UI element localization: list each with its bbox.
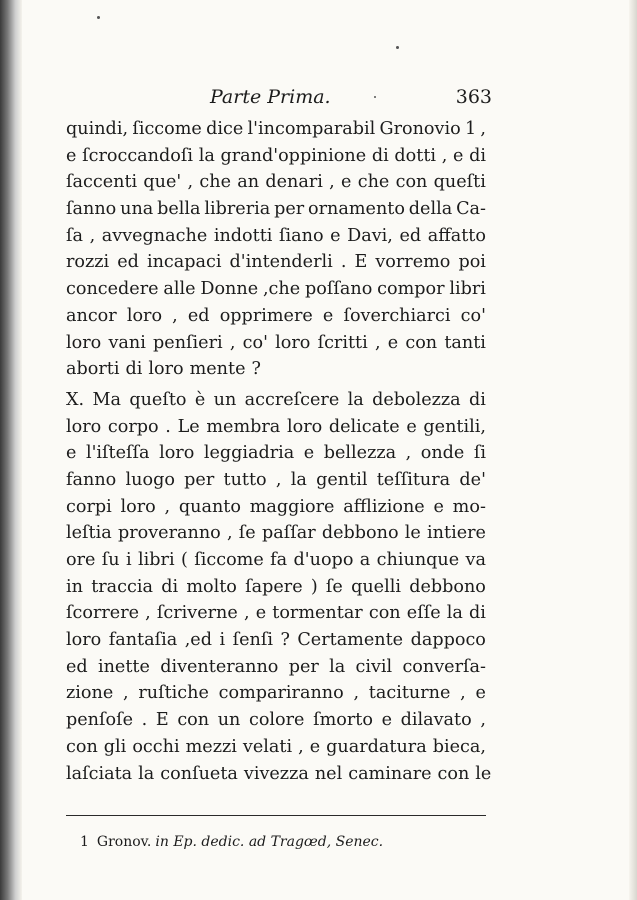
text-line: fanno luogo per tutto , la gentil teſſitura de' <box>66 469 486 490</box>
text-line: ſa , avvegnache indotti ſiano e Davi, ed affatto <box>66 225 486 246</box>
page-edge <box>629 0 637 900</box>
text-line: ed inette diventeranno per la civil converſa- <box>66 656 486 677</box>
footnote-rule <box>66 815 486 816</box>
text-line: aborti di loro mente ? <box>66 359 261 380</box>
text-line: e l'iſteſſa loro leggiadria e bellezza , onde ſi <box>66 443 486 464</box>
page-number: 363 <box>455 86 492 108</box>
ink-speck <box>396 46 399 49</box>
text-line: ancor loro , ed opprimere e ſoverchiarci co' <box>66 305 486 326</box>
text-line: laſciata la conſueta vivezza nel caminare con le <box>66 763 492 784</box>
running-header <box>70 86 490 114</box>
footnote-number: 1 <box>80 834 89 850</box>
text-line: in traccia di molto ſapere ) ſe quelli debbono <box>66 576 486 597</box>
text-line: concedere alle Donne ,che poſſano compor libri <box>66 279 486 300</box>
text-line: con gli occhi mezzi velati , e guardatura bieca, <box>66 736 486 757</box>
text-line: loro fantaſia ,ed i ſenſi ? Certamente dappoco <box>66 630 486 651</box>
running-title: Parte Prima. <box>210 86 331 108</box>
binding-shadow <box>0 0 22 900</box>
text-line: quindi, ſiccome dice l'incomparabil Gronovio 1 , <box>66 119 486 139</box>
text-line: zione , ruſtiche compariranno , taciturne , e <box>66 683 486 704</box>
text-line: loro vani penſieri , co' loro ſcritti , e con tanti <box>66 332 486 353</box>
text-line: ſcorrere , ſcriverne , e tormentar con eſſe la di <box>66 603 486 624</box>
text-line: ore ſu i libri ( ſiccome fa d'uopo a chiunque va <box>66 550 486 570</box>
text-line: rozzi ed incapaci d'intenderli . E vorremo poi <box>66 252 486 273</box>
text-line: X. Ma queſto è un accreſcere la debolezza di <box>66 389 486 410</box>
text-line: ſanno una bella libreria per ornamento della Ca- <box>66 199 486 220</box>
text-line: e ſcroccandoſi la grand'oppinione di dotti , e di <box>66 145 486 166</box>
text-line: ſaccenti que' , che an denari , e che con queſti <box>66 172 486 193</box>
text-line: leſtia proveranno , ſe paſſar debbono le intiere <box>66 523 486 544</box>
footnote-author: Gronov. <box>96 834 152 850</box>
ink-speck <box>97 16 100 19</box>
text-line: corpi loro , quanto maggiore afflizione e mo- <box>66 496 486 517</box>
text-line: loro corpo . Le membra loro delicate e gentili, <box>66 416 486 437</box>
footnote <box>80 834 383 850</box>
footnote-reference: in Ep. dedic. ad Tragœd, Senec. <box>155 834 384 850</box>
text-line: penſoſe . E con un colore ſmorto e dilavato , <box>66 710 486 731</box>
body-text <box>66 116 492 787</box>
